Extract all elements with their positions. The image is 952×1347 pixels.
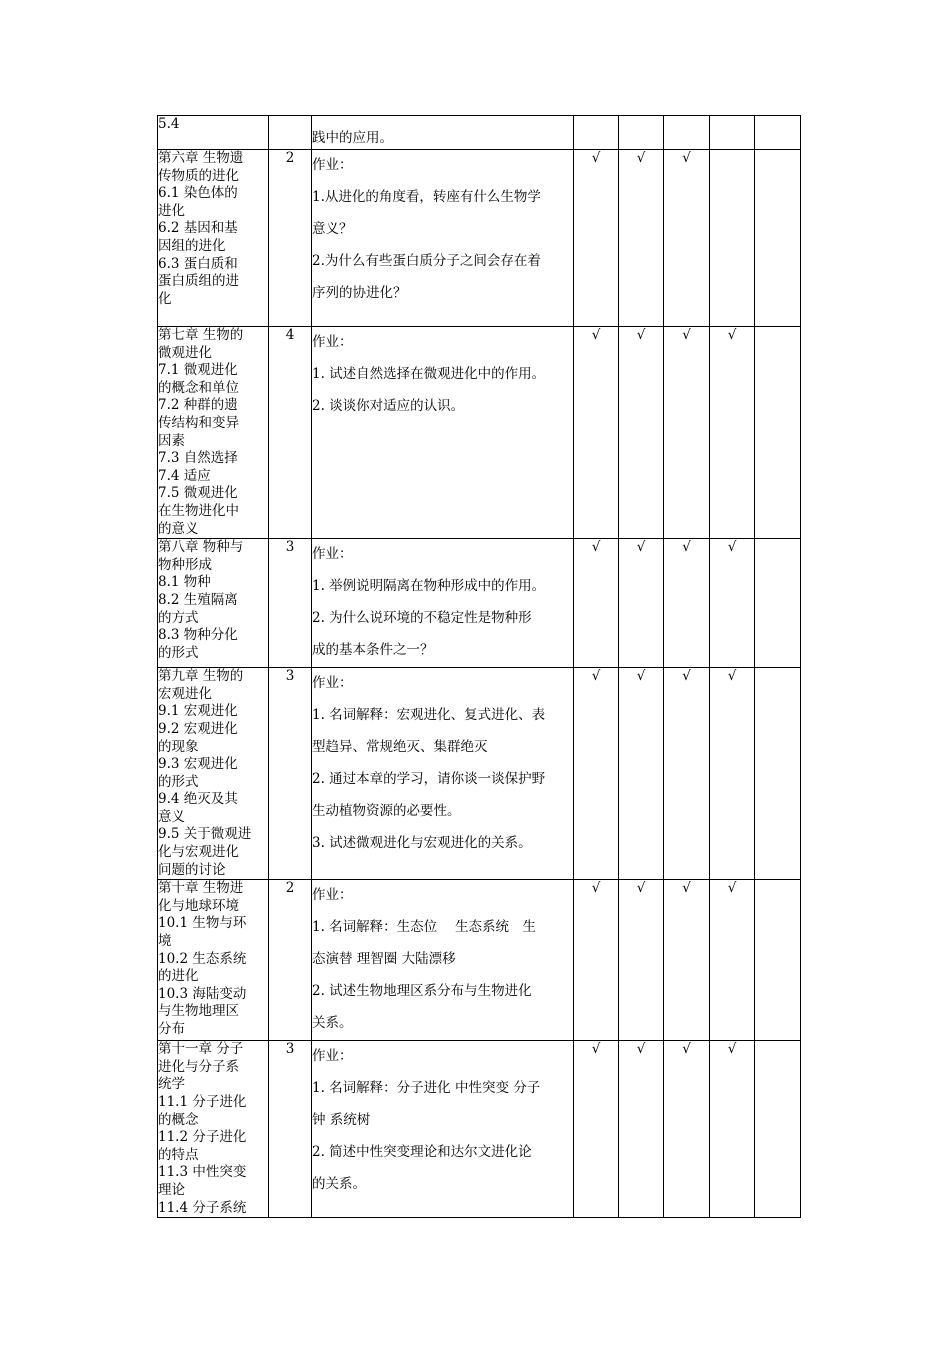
objective-check-cell: √ [619,1041,664,1218]
objective-check-cell [710,116,755,150]
chapter-line: 第八章 物种与 [158,539,244,556]
objective-check-cell: √ [710,539,755,668]
hours-cell [269,116,312,150]
table-body [158,116,801,1218]
chapter-line: 在生物进化中 [158,502,239,519]
homework-line: 作业： [312,1048,353,1065]
objective-check-cell [619,116,664,150]
objective-check-cell: √ [574,880,619,1041]
homework-cell [312,668,574,880]
chapter-line: 7.5 微观进化 [158,485,238,502]
objective-check-cell: √ [619,539,664,668]
homework-cell [312,150,574,327]
homework-cell [312,116,574,150]
chapter-line: 10.1 生物与环 [158,915,247,932]
table-row [158,150,801,327]
homework-line: 意义？ [312,220,353,237]
chapter-cell [158,150,269,327]
objective-check-cell [755,116,801,150]
objective-check-cell: √ [664,539,710,668]
chapter-line: 的特点 [158,1146,199,1163]
chapter-line: 第六章 生物遗 [158,150,244,166]
objective-check-cell: √ [710,668,755,880]
objective-check-cell: √ [619,880,664,1041]
chapter-line: 宏观进化 [158,685,212,702]
objective-check-cell: √ [619,327,664,539]
chapter-line: 6.1 染色体的 [158,185,238,202]
chapter-line: 的意义 [158,520,199,537]
chapter-line: 物种形成 [158,556,212,573]
table-row [158,327,801,539]
chapter-line: 9.4 绝灭及其 [158,791,238,808]
homework-cell [312,1041,574,1218]
table-row [158,880,801,1041]
chapter-line: 7.2 种群的遗 [158,397,238,414]
objective-check-cell [664,116,710,150]
chapter-line: 第九章 生物的 [158,668,244,685]
objective-check-cell [755,150,801,327]
chapter-line: 的概念和单位 [158,379,239,396]
chapter-line: 统学 [158,1076,185,1093]
objective-check-cell [755,668,801,880]
chapter-line: 的概念 [158,1111,199,1128]
chapter-line: 8.3 物种分化 [158,627,238,644]
chapter-line: 进化与分子系 [158,1058,239,1075]
homework-line: 2. 谈谈你对适应的认识。 [312,397,465,414]
hours-cell: 2 [269,880,312,1041]
chapter-line: 与生物地理区 [158,1003,239,1020]
objective-check-cell: √ [710,880,755,1041]
chapter-line: 问题的讨论 [158,861,226,878]
chapter-cell [158,668,269,880]
table-row [158,1041,801,1218]
homework-line: 3. 试述微观进化与宏观进化的关系。 [312,834,532,851]
chapter-line: 化与宏观进化 [158,844,239,861]
chapter-cell [158,539,269,668]
chapter-line: 11.2 分子进化 [158,1129,247,1146]
objective-check-cell [574,116,619,150]
homework-line: 序列的协进化？ [312,284,407,301]
homework-line: 1. 举例说明隔离在物种形成中的作用。 [312,578,546,595]
hours-cell: 2 [269,150,312,327]
homework-line: 成的基本条件之一？ [312,641,434,658]
chapter-line: 9.1 宏观进化 [158,703,238,720]
chapter-line: 理论 [158,1182,185,1198]
homework-line: 2. 简述中性突变理论和达尔文进化论 [312,1143,532,1160]
homework-line: 践中的应用。 [312,130,393,146]
homework-line: 作业： [312,675,353,692]
table-row [158,539,801,668]
homework-line: 1.从进化的角度看，转座有什么生物学 [312,188,541,205]
chapter-cell [158,1041,269,1218]
objective-check-cell [755,327,801,539]
homework-line: 1. 名词解释：宏观进化、复式进化、表 [312,707,546,724]
chapter-line: 9.3 宏观进化 [158,756,238,773]
homework-cell [312,327,574,539]
homework-line: 2. 为什么说环境的不稳定性是物种形 [312,609,532,626]
homework-line: 2. 通过本章的学习，请你谈一谈保护野 [312,770,546,787]
objective-check-cell: √ [574,668,619,880]
chapter-line: 的现象 [158,738,199,755]
chapter-line: 的进化 [158,968,199,985]
chapter-line: 第七章 生物的 [158,327,244,343]
homework-line: 2. 试述生物地理区系分布与生物进化 [312,982,532,999]
chapter-line: 9.2 宏观进化 [158,720,238,737]
chapter-line: 5.4 [158,116,180,132]
objective-check-cell: √ [619,668,664,880]
homework-line: 作业： [312,334,353,350]
objective-check-cell: √ [574,150,619,327]
objective-check-cell: √ [664,150,710,327]
chapter-cell [158,880,269,1041]
chapter-line: 10.3 海陆变动 [158,985,247,1002]
chapter-line: 8.2 生殖隔离 [158,591,238,608]
homework-line: 1. 名词解释：生态位 生态系统 生 [312,919,536,936]
homework-line: 态演替 理智圈 大陆漂移 [312,951,456,968]
objective-check-cell: √ [710,327,755,539]
chapter-line: 8.1 物种 [158,574,211,591]
chapter-line: 7.4 适应 [158,467,211,484]
chapter-line: 意义 [158,808,185,825]
chapter-line: 境 [158,933,172,950]
chapter-line: 分布 [158,1021,185,1037]
homework-line: 型趋异、常规绝灭、集群绝灭 [312,738,488,755]
chapter-line: 的形式 [158,644,199,661]
objective-check-cell [710,150,755,327]
chapter-line: 第十章 生物进 [158,880,244,897]
chapter-line: 6.3 蛋白质和 [158,255,238,272]
chapter-line: 第十一章 分子 [158,1041,244,1058]
chapter-line: 11.3 中性突变 [158,1164,247,1181]
table-row [158,668,801,880]
objective-check-cell: √ [664,880,710,1041]
chapter-line: 11.1 分子进化 [158,1094,247,1111]
objective-check-cell: √ [574,539,619,668]
chapter-line: 微观进化 [158,344,212,361]
chapter-cell [158,327,269,539]
homework-line: 作业： [312,887,353,904]
objective-check-cell: √ [574,327,619,539]
chapter-line: 9.5 关于微观进 [158,826,252,843]
chapter-line: 进化 [158,202,185,219]
chapter-line: 的形式 [158,773,199,790]
hours-cell: 3 [269,668,312,880]
homework-line: 的关系。 [312,1175,366,1192]
chapter-line: 6.2 基因和基 [158,220,238,237]
homework-line: 1. 试述自然选择在微观进化中的作用。 [312,365,546,382]
objective-check-cell [755,880,801,1041]
chapter-cell [158,116,269,150]
objective-check-cell [755,1041,801,1218]
chapter-line: 化与地球环境 [158,897,239,914]
homework-line: 2.为什么有些蛋白质分子之间会存在着 [312,252,541,269]
chapter-line: 化 [158,290,172,307]
chapter-line: 传结构和变异 [158,414,239,431]
chapter-line: 传物质的进化 [158,167,239,184]
chapter-line: 蛋白质组的进 [158,273,239,290]
chapter-line: 7.3 自然选择 [158,450,238,467]
homework-line: 作业： [312,157,353,173]
homework-line: 钟 系统树 [312,1112,371,1129]
table-row [158,116,801,150]
hours-cell: 3 [269,539,312,668]
objective-check-cell [755,539,801,668]
objective-check-cell: √ [619,150,664,327]
chapter-line: 的方式 [158,609,199,626]
chapter-line: 因组的进化 [158,237,226,254]
objective-check-cell: √ [664,668,710,880]
chapter-line: 7.1 微观进化 [158,362,238,379]
homework-line: 关系。 [312,1014,353,1031]
chapter-line: 10.2 生态系统 [158,950,247,967]
objective-check-cell: √ [664,327,710,539]
homework-cell [312,539,574,668]
syllabus-table [157,115,801,1218]
homework-cell [312,880,574,1041]
homework-line: 作业： [312,546,353,563]
objective-check-cell: √ [664,1041,710,1218]
objective-check-cell: √ [574,1041,619,1218]
chapter-line: 11.4 分子系统 [158,1199,247,1216]
hours-cell: 3 [269,1041,312,1218]
homework-line: 1. 名词解释：分子进化 中性突变 分子 [312,1080,541,1097]
hours-cell: 4 [269,327,312,539]
homework-line: 生动植物资源的必要性。 [312,802,461,819]
objective-check-cell: √ [710,1041,755,1218]
chapter-line: 因素 [158,432,185,449]
